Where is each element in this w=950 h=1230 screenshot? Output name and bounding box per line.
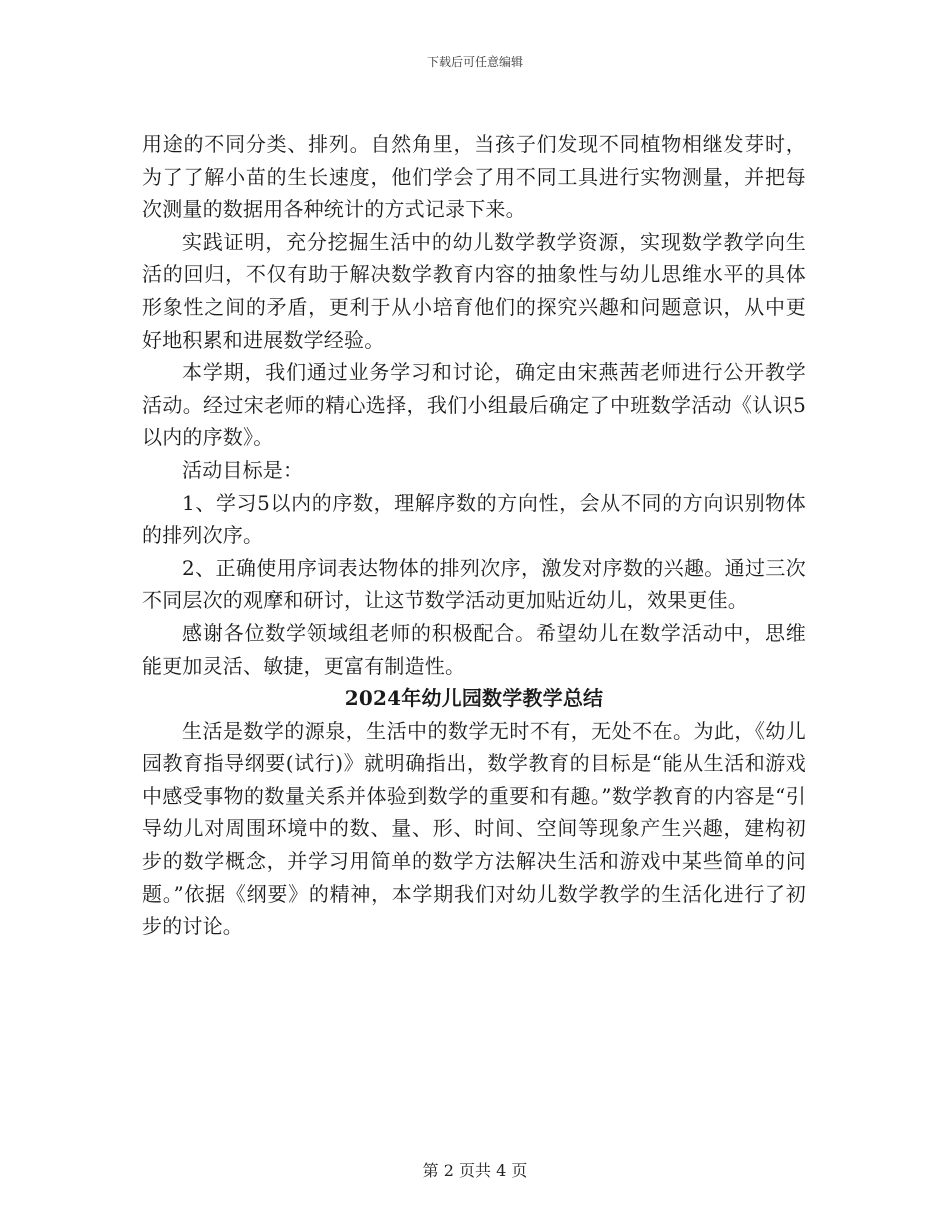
paragraph-continued: 用途的不同分类、排列。自然角里，当孩子们发现不同植物相继发芽时，为了了解小苗的生长速度，他们学会了用不同工具进行实物测量，并把每次测量的数据用各种统计的方式记录下来。 bbox=[142, 132, 806, 222]
section-title: 2024年幼儿园数学教学总结 bbox=[344, 686, 604, 711]
page-header-note: 下载后可任意编辑 bbox=[426, 55, 523, 69]
paragraph-thanks: 感谢各位数学领域组老师的积极配合。希望幼儿在数学活动中，思维能更加灵活、敏捷，更富有制造性。 bbox=[142, 620, 806, 678]
page-number: 第 2 页共 4 页 bbox=[422, 1161, 528, 1180]
document-body bbox=[142, 128, 806, 943]
paragraph-semester: 本学期，我们通过业务学习和讨论，确定由宋燕茜老师进行公开教学活动。经过宋老师的精心选择，我们小组最后确定了中班数学活动《认识5以内的序数》。 bbox=[142, 360, 806, 450]
paragraph-section-intro: 生活是数学的源泉，生活中的数学无时不有，无处不在。为此，《幼儿园教育指导纲要(试行)》就明确指出，数学教育的目标是“能从生活和游戏中感受事物的数量关系并体验到数学的重要和有趣。”数学教育的内容是“引导幼儿对周围环境中的数、量、形、时间、空间等现象产生兴趣，建构初步的数学概念，并学习用简单的数学方法解决生活和游戏中某些简单的问题。”依据《纲要》的精神，本学期我们对幼儿数学教学的生活化进行了初步的讨论。 bbox=[142, 718, 806, 939]
paragraph-goal-2: 2、正确使用序词表达物体的排列次序，激发对序数的兴趣。通过三次不同层次的观摩和研讨，让这节数学活动更加贴近幼儿，效果更佳。 bbox=[142, 555, 806, 613]
paragraph-goal-1: 1、学习5以内的序数，理解序数的方向性，会从不同的方向识别物体的排列次序。 bbox=[142, 490, 806, 548]
paragraph-practice: 实践证明，充分挖掘生活中的幼儿数学教学资源，实现数学教学向生活的回归，不仅有助于解决数学教育内容的抽象性与幼儿思维水平的具体形象性之间的矛盾，更利于从小培育他们的探究兴趣和问题意识，从中更好地积累和进展数学经验。 bbox=[142, 229, 806, 352]
paragraph-goals-intro: 活动目标是： bbox=[182, 457, 304, 482]
